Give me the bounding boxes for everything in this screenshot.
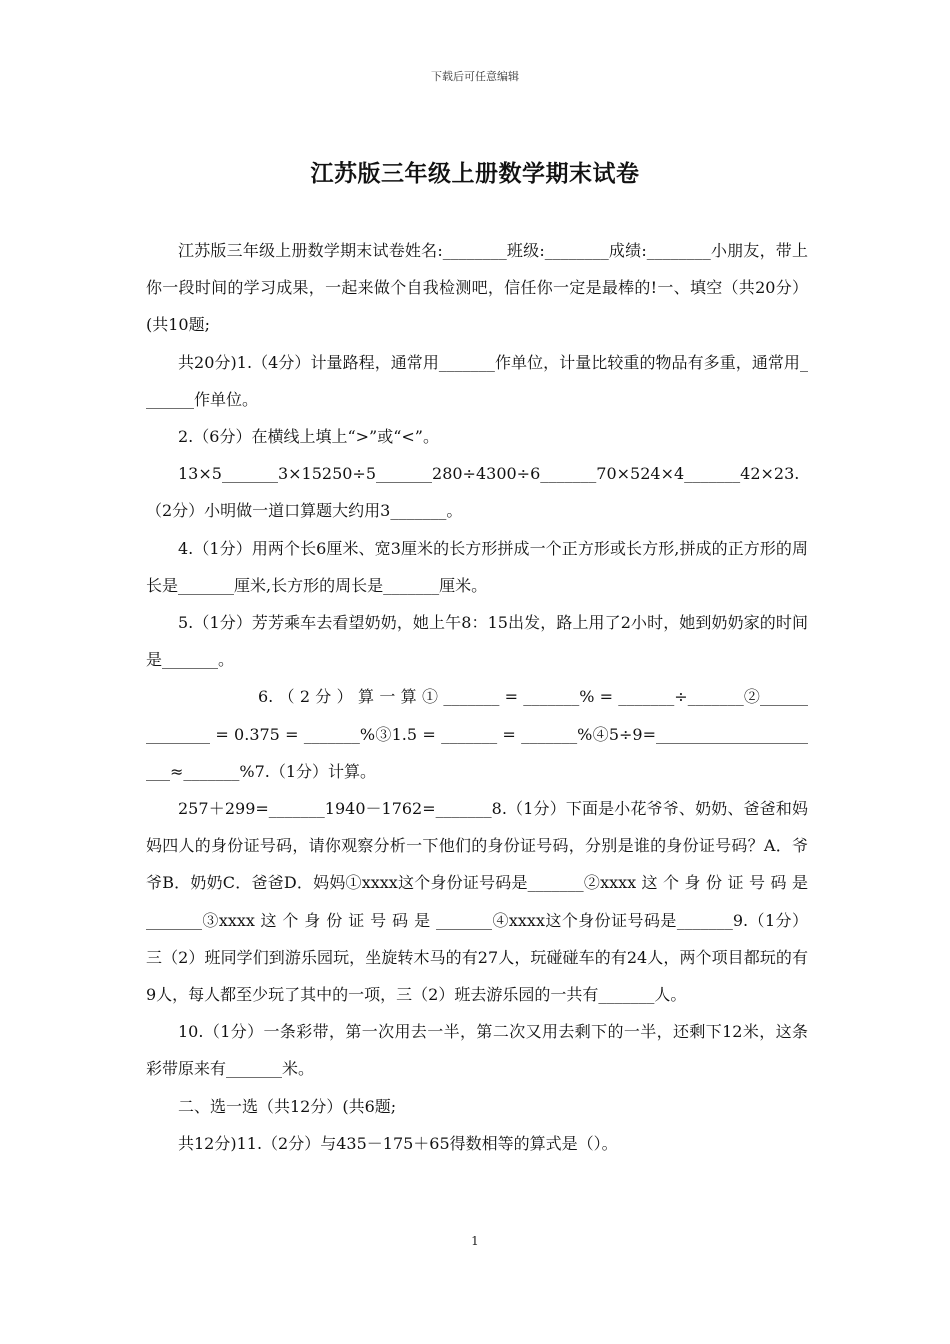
paragraph-question-7-9: 257＋299=_______1940－1762=_______8.（1分）下面是小花爷爷、奶奶、爸爸和妈妈四人的身份证号码，请你观察分析一下他们的身份证号码，分别是谁的身份证号码？A．爷爷B．奶奶C．爸爸D．妈妈①xxxx这个身份证号码是_______②xxxx 这 个 身 份 证 号 码 是 _______③xxxx 这 个 身 份 证 号 码 是 _______④xxxx这个身份证号码是_______9.（1分）三（2）班同学们到游乐园玩，坐旋转木马的有27人，玩碰碰车的有24人，两个项目都玩的有9人，每人都至少玩了其中的一项，三（2）班去游乐园的一共有_______人。 bbox=[146, 799, 808, 1005]
paragraph-section-2: 二、选一选（共12分）(共6题; bbox=[178, 1096, 397, 1116]
paragraph-question-5: 5.（1分）芳芳乘车去看望奶奶，她上午8：15出发，路上用了2小时，她到奶奶家的时间是_______。 bbox=[146, 613, 808, 670]
paragraph-question-1: 共20分)1.（4分）计量路程，通常用_______作单位，计量比较重的物品有多重，通常用_______作单位。 bbox=[146, 352, 808, 409]
paragraph-question-2: 2.（6分）在横线上填上“>”或“<”。 bbox=[178, 427, 439, 447]
header-note: 下载后可任意编辑 bbox=[431, 70, 519, 83]
paragraph-question-10: 10.（1分）一条彩带，第一次用去一半，第二次又用去剩下的一半，还剩下12米，这条彩带原来有_______米。 bbox=[146, 1022, 808, 1079]
paragraph-intro: 江苏版三年级上册数学期末试卷姓名:________班级:________成绩:________小朋友，带上你一段时间的学习成果，一起来做个自我检测吧，信任你一定是最棒的!一、填空（共20分）(共10题; bbox=[146, 241, 808, 335]
paragraph-question-2-items: 13×5_______3×15250÷5_______280÷4300÷6_______70×524×4_______42×23.（2分）小明做一道口算题大约用3_______。 bbox=[146, 464, 800, 521]
paragraph-question-6: 6. （ 2 分 ） 算 一 算 ① _______ = _______% = _______÷_______②______________ = 0.375 = _______%③1.5 = _______ = _______%④5÷9=______________________≈_______%7.（1分）计算。 bbox=[146, 687, 808, 781]
paragraph-question-11: 共12分)11.（2分）与435－175＋65得数相等的算式是（）。 bbox=[178, 1133, 618, 1153]
paragraph-question-4: 4.（1分）用两个长6厘米、宽3厘米的长方形拼成一个正方形或长方形,拼成的正方形的周长是_______厘米,长方形的周长是_______厘米。 bbox=[146, 538, 808, 595]
page-number: 1 bbox=[471, 1234, 479, 1248]
document-body bbox=[146, 232, 808, 1162]
document-title: 江苏版三年级上册数学期末试卷 bbox=[310, 160, 640, 187]
